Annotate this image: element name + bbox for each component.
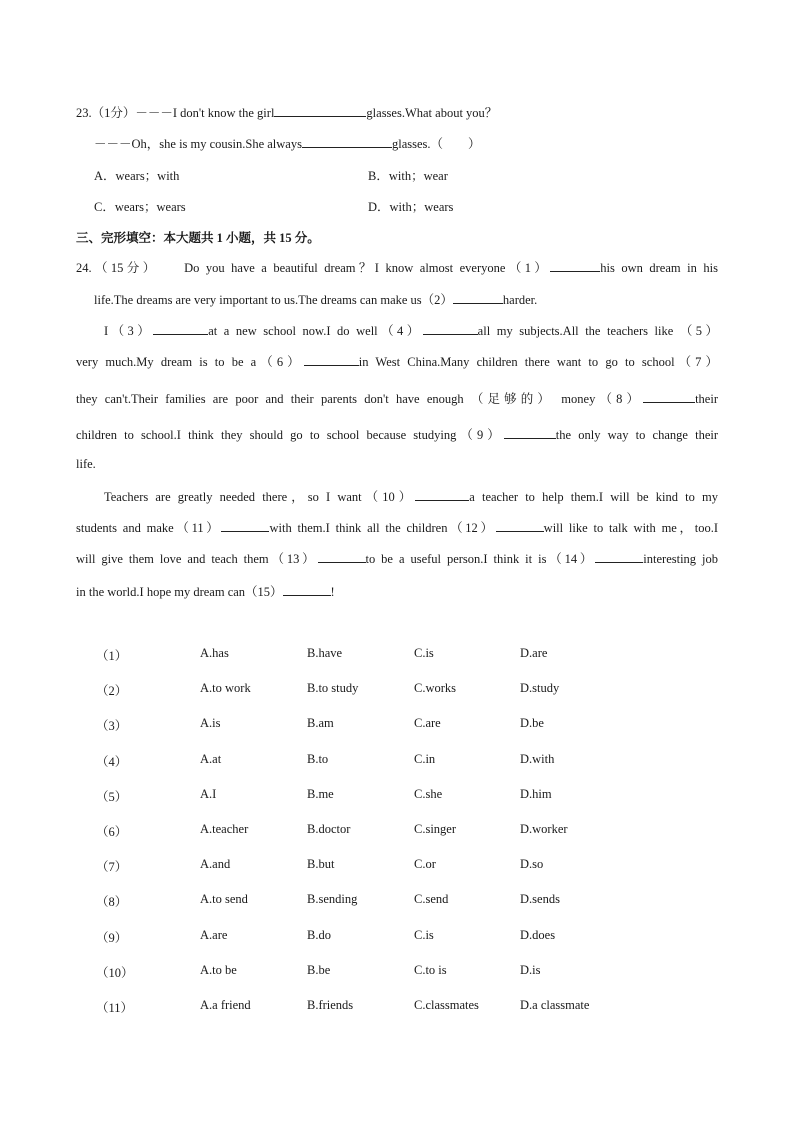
choice-option-d: D.sends	[520, 892, 560, 906]
passage-line-6: children to school.I think they should go to school because studying（9） the only way to change their	[76, 428, 718, 442]
choice-option-d: D.with	[520, 752, 555, 766]
choice-option-b: B.friends	[307, 998, 354, 1012]
answer-blank	[595, 550, 643, 563]
choice-number: （7）	[96, 860, 128, 874]
answer-blank	[283, 583, 331, 596]
choice-number: （10）	[96, 966, 134, 980]
choice-option-a: A.at	[200, 752, 222, 766]
answer-blank	[496, 519, 544, 532]
answer-blank	[643, 390, 695, 403]
choice-option-c: C.she	[414, 787, 443, 801]
choice-option-d: D.a classmate	[520, 998, 590, 1012]
choice-option-a: A.to be	[200, 963, 237, 977]
choice-option-c: C.classmates	[414, 998, 479, 1012]
answer-blank	[274, 104, 366, 117]
choice-option-d: D.be	[520, 716, 544, 730]
choice-option-a: A.to send	[200, 892, 248, 906]
q23-line1	[76, 103, 497, 121]
q23-line1-suffix: glasses.What about you？	[366, 106, 498, 120]
q23-line2-suffix: glasses.（ ）	[391, 137, 481, 151]
choice-option-d: D.worker	[520, 822, 568, 836]
choice-option-c: C.or	[414, 857, 436, 871]
answer-blank	[221, 519, 269, 532]
choice-option-b: B.am	[307, 716, 334, 730]
choice-option-d: D.him	[520, 787, 552, 801]
answer-blank	[423, 322, 478, 335]
passage-line-7: life.	[76, 457, 96, 471]
choice-option-d: D.does	[520, 928, 556, 942]
choice-option-a: A.to work	[200, 681, 251, 695]
answer-blank	[304, 353, 359, 366]
choice-option-d: D.study	[520, 681, 560, 695]
answer-blank	[415, 488, 469, 501]
choice-number: （1）	[96, 649, 128, 663]
choice-option-d: D.so	[520, 857, 544, 871]
choice-number: （11）	[96, 1001, 134, 1015]
choice-option-a: A.is	[200, 716, 221, 730]
choice-number: （4）	[96, 755, 128, 769]
q23-line1-prefix: 23.（1分）－－－I don't know the girl	[76, 106, 275, 120]
passage-line-2: life.The dreams are very important to us.The dreams can make us（2） harder.	[94, 293, 538, 307]
choice-option-b: B.sending	[307, 892, 358, 906]
choice-option-a: A.are	[200, 928, 228, 942]
choice-option-b: B.be	[307, 963, 331, 977]
choice-option-a: A.has	[200, 646, 229, 660]
passage-line-9: students and make（11） with them.I think all the children（12） will like to talk with me，too.I	[76, 521, 718, 535]
q23-option-b: B．with；wear	[368, 169, 448, 183]
choice-option-b: B.have	[307, 646, 343, 660]
choice-number: （6）	[96, 825, 128, 839]
answer-blank	[153, 322, 208, 335]
choice-number: （2）	[96, 684, 128, 698]
choice-option-c: C.to is	[414, 963, 447, 977]
choice-option-a: A.I	[200, 787, 217, 801]
passage-line-3: I（3） at a new school now.I do well（4） all my subjects.All the teachers like （5）	[104, 324, 718, 338]
choice-option-b: B.doctor	[307, 822, 351, 836]
choice-option-c: C.in	[414, 752, 436, 766]
choice-option-d: D.is	[520, 963, 541, 977]
choice-option-b: B.but	[307, 857, 335, 871]
passage-line-5: they can't.Their families are poor and their parents don't have enough （足够的） money（8） their	[76, 392, 718, 406]
choice-option-b: B.to study	[307, 681, 359, 695]
choice-option-c: C.send	[414, 892, 449, 906]
choice-option-a: A.teacher	[200, 822, 249, 836]
passage-line-8: Teachers are greatly needed there，so I want（10） a teacher to help them.I will be kind to my	[104, 490, 718, 504]
choice-number: （9）	[96, 931, 128, 945]
passage-line-1: 24.（15分） Do you have a beautiful dream？I know almost everyone（1） his own dream in his	[76, 261, 718, 275]
choice-option-a: A.and	[200, 857, 231, 871]
section-title: 三、完形填空：本大题共 1 小题，共 15 分。	[76, 231, 320, 245]
q23-line2	[94, 134, 481, 152]
choice-option-c: C.singer	[414, 822, 457, 836]
passage-line-11: in the world.I hope my dream can（15） !	[76, 585, 335, 599]
answer-blank	[302, 135, 392, 148]
passage-line-10: will give them love and teach them（13） to be a useful person.I think it is（14） interesting job	[76, 552, 718, 566]
choice-option-c: C.works	[414, 681, 457, 695]
choice-number: （8）	[96, 895, 128, 909]
choice-number: （5）	[96, 790, 128, 804]
choice-option-a: A.a friend	[200, 998, 251, 1012]
q23-option-d: D．with；wears	[368, 200, 454, 214]
choice-option-d: D.are	[520, 646, 548, 660]
choice-option-b: B.me	[307, 787, 334, 801]
choice-option-c: C.are	[414, 716, 441, 730]
q23-line2-prefix: －－－Oh，she is my cousin.She always	[94, 137, 302, 151]
choice-option-b: B.to	[307, 752, 329, 766]
choice-number: （3）	[96, 719, 128, 733]
choice-option-c: C.is	[414, 646, 434, 660]
choice-option-b: B.do	[307, 928, 331, 942]
q23-option-a: A．wears；with	[94, 169, 180, 183]
answer-blank	[550, 259, 600, 272]
choice-option-c: C.is	[414, 928, 434, 942]
passage-line-4: very much.My dream is to be a（6） in West China.Many children there want to go to school（7）	[76, 355, 718, 369]
q23-option-c: C．wears；wears	[94, 200, 186, 214]
answer-blank	[318, 550, 366, 563]
answer-blank	[504, 426, 556, 439]
answer-blank	[453, 291, 503, 304]
